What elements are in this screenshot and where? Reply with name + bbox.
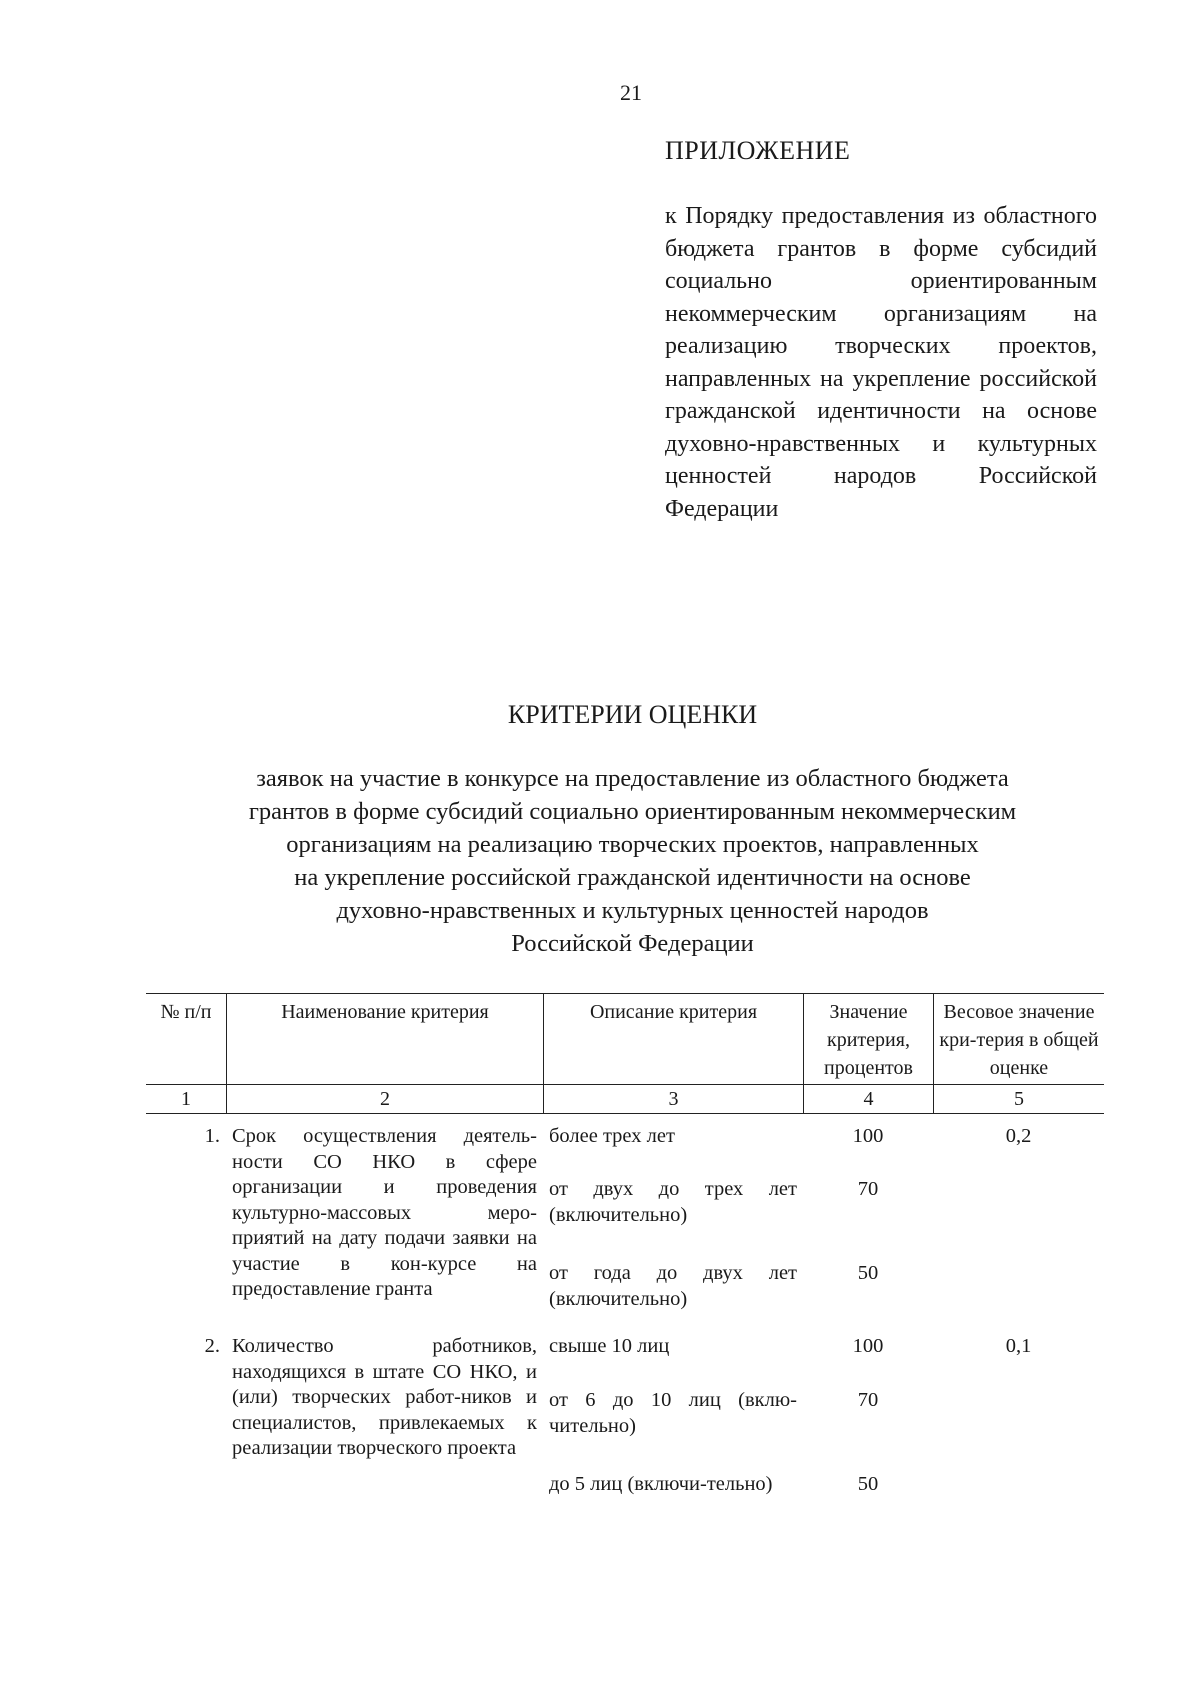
column-number: 2 [226,1085,543,1113]
table-row [146,1334,1104,1498]
option-description: от года до двух лет (включительно) [549,1262,797,1310]
document-subtitle [150,762,1115,960]
subtitle-line: духовно-нравственных и культурных ценностей народов [336,897,929,924]
appendix-title: ПРИЛОЖЕНИЕ [665,136,851,165]
column-number: 1 [181,1088,191,1110]
table-header [146,993,1104,1085]
criterion-name: Срок осуществления деятель-ности СО НКО в сфере организации и проведения культурно-массовых меро-приятий на дату подачи заявки на участие в кон-курсе на предоставление гранта [232,1125,537,1300]
option-value: 100 [852,1125,884,1147]
option-description: более трех лет [549,1125,675,1147]
column-numbers-row [146,1085,1104,1114]
option-value: 50 [857,1473,879,1495]
page-number: 21 [620,80,642,105]
option-value: 100 [852,1335,884,1357]
subtitle-line: грантов в форме субсидий социально ориентированным некоммерческим [248,798,1017,825]
criteria-table [146,993,1104,1498]
header-criterion-name: Наименование критерия [226,994,543,1084]
appendix-reference: к Порядку предоставления из областного бюджета грантов в форме субсидий социально ориентированным некоммерческим организациям на реализацию творческих проектов, направленных на укрепление российской гражданской идентичности на основе духовно-нравственных и культурных ценностей народов Российской Федерации [665,203,1097,522]
column-number: 5 [933,1085,1104,1113]
criterion-options [543,1334,803,1498]
subtitle-line: заявок на участие в конкурсе на предоставление из областного бюджета [256,765,1009,792]
row-number: 1. [204,1125,220,1147]
option-value: 50 [857,1262,879,1284]
subtitle-line: на укрепление российской гражданской идентичности на основе [294,864,971,891]
column-number: 4 [803,1085,933,1113]
criterion-values [803,1124,933,1312]
criterion-weight: 0,2 [1005,1125,1032,1147]
column-number: 3 [543,1085,803,1113]
option-description: свыше 10 лиц [549,1335,670,1357]
table-row [146,1124,1104,1312]
option-value: 70 [857,1178,879,1200]
criterion-name: Количество работников, находящихся в штате СО НКО, и (или) творческих работ-ников и специалистов, привлекаемых к реализации творческого проекта [232,1335,537,1459]
option-description: от 6 до 10 лиц (вклю-чительно) [549,1389,797,1437]
option-value: 70 [857,1389,879,1411]
row-number: 2. [204,1335,220,1357]
header-number: № п/п [160,1001,212,1023]
subtitle-line: организациям на реализацию творческих проектов, направленных [286,831,979,858]
option-description: до 5 лиц (включи-тельно) [549,1473,773,1495]
criterion-options [543,1124,803,1312]
header-weight: Весовое значение кри-терия в общей оценке [933,994,1104,1084]
document-title: КРИТЕРИИ ОЦЕНКИ [507,700,758,729]
option-description: от двух до трех лет (включительно) [549,1178,797,1226]
criterion-weight: 0,1 [1005,1335,1032,1357]
header-criterion-description: Описание критерия [543,994,803,1084]
header-criterion-value: Значение критерия, процентов [803,994,933,1084]
criterion-values [803,1334,933,1498]
subtitle-line: Российской Федерации [511,930,754,957]
